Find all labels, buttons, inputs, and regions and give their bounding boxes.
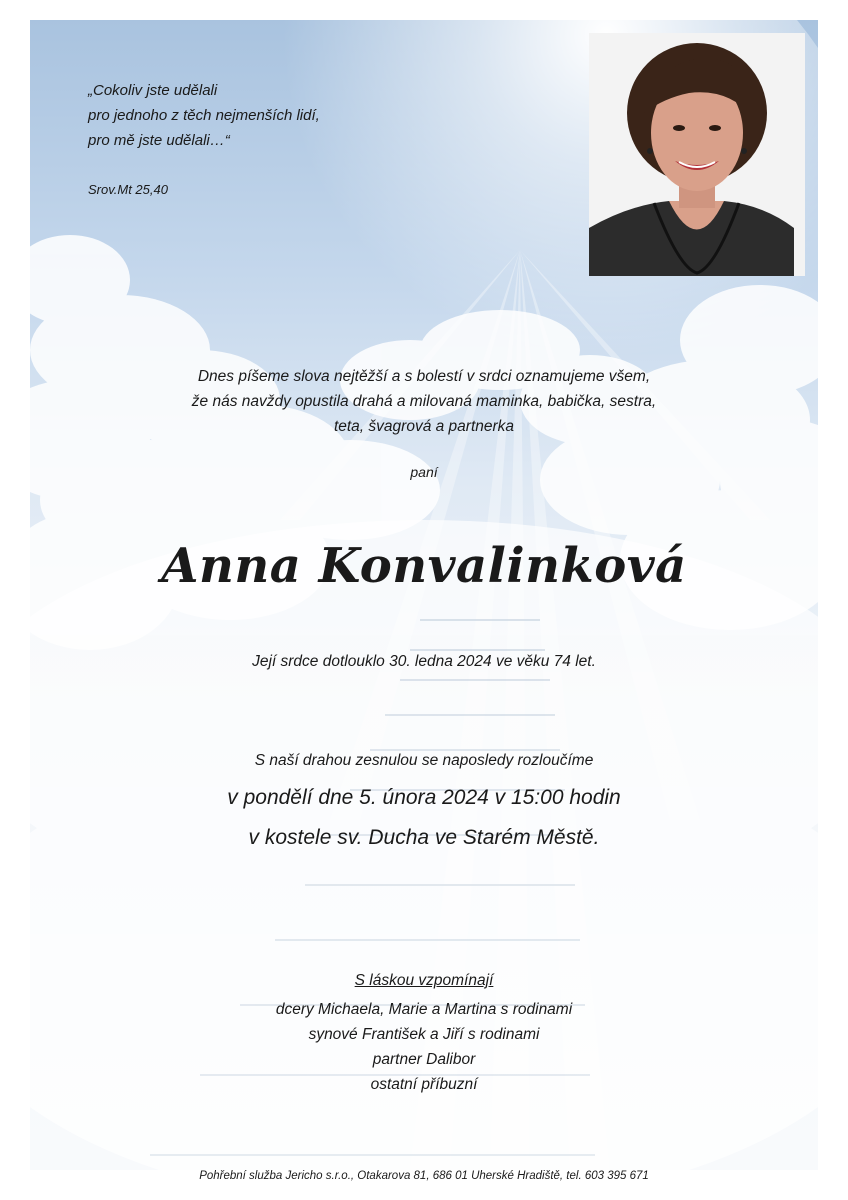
deceased-name: Anna Konvalinková <box>161 538 687 594</box>
quote-line: pro mě jste udělali…“ <box>88 132 230 149</box>
ceremony-place: v kostele sv. Ducha ve Starém Městě. <box>248 826 600 849</box>
funeral-service-footer: Pohřební služba Jericho s.r.o., Otakarova 81, 686 01 Uherské Hradiště, tel. 603 395 671 <box>199 1170 649 1182</box>
quote-line: „Cokoliv jste udělali <box>88 82 218 99</box>
mourners-heading: S láskou vzpomínají <box>354 972 494 989</box>
bible-quote <box>88 78 428 153</box>
quote-citation: Srov.Mt 25,40 <box>88 182 168 197</box>
announcement-line: že nás navždy opustila drahá a milovaná maminka, babička, sestra, <box>191 393 657 410</box>
mourners-list <box>30 997 818 1097</box>
farewell-intro: S naší drahou zesnulou se naposledy rozloučíme <box>254 752 594 769</box>
quote-line: pro jednoho z těch nejmenších lidí, <box>88 107 320 124</box>
announcement-line: Dnes píšeme slova nejtěžší a s bolestí v srdci oznamujeme všem, <box>197 368 651 385</box>
mourner-line: dcery Michaela, Marie a Martina s rodinami <box>275 1001 573 1018</box>
honorific: paní <box>410 464 438 480</box>
portrait-illustration <box>589 33 805 276</box>
portrait-photo <box>589 33 805 276</box>
mourner-line: ostatní příbuzní <box>370 1076 478 1093</box>
announcement-text <box>30 364 818 439</box>
mourner-line: partner Dalibor <box>372 1051 476 1068</box>
death-note: Její srdce dotlouklo 30. ledna 2024 ve věku 74 let. <box>252 653 596 670</box>
ceremony-date-time: v pondělí dne 5. února 2024 v 15:00 hodin <box>227 786 621 809</box>
announcement-line: teta, švagrová a partnerka <box>333 418 515 435</box>
mourner-line: synové František a Jiří s rodinami <box>308 1026 540 1043</box>
